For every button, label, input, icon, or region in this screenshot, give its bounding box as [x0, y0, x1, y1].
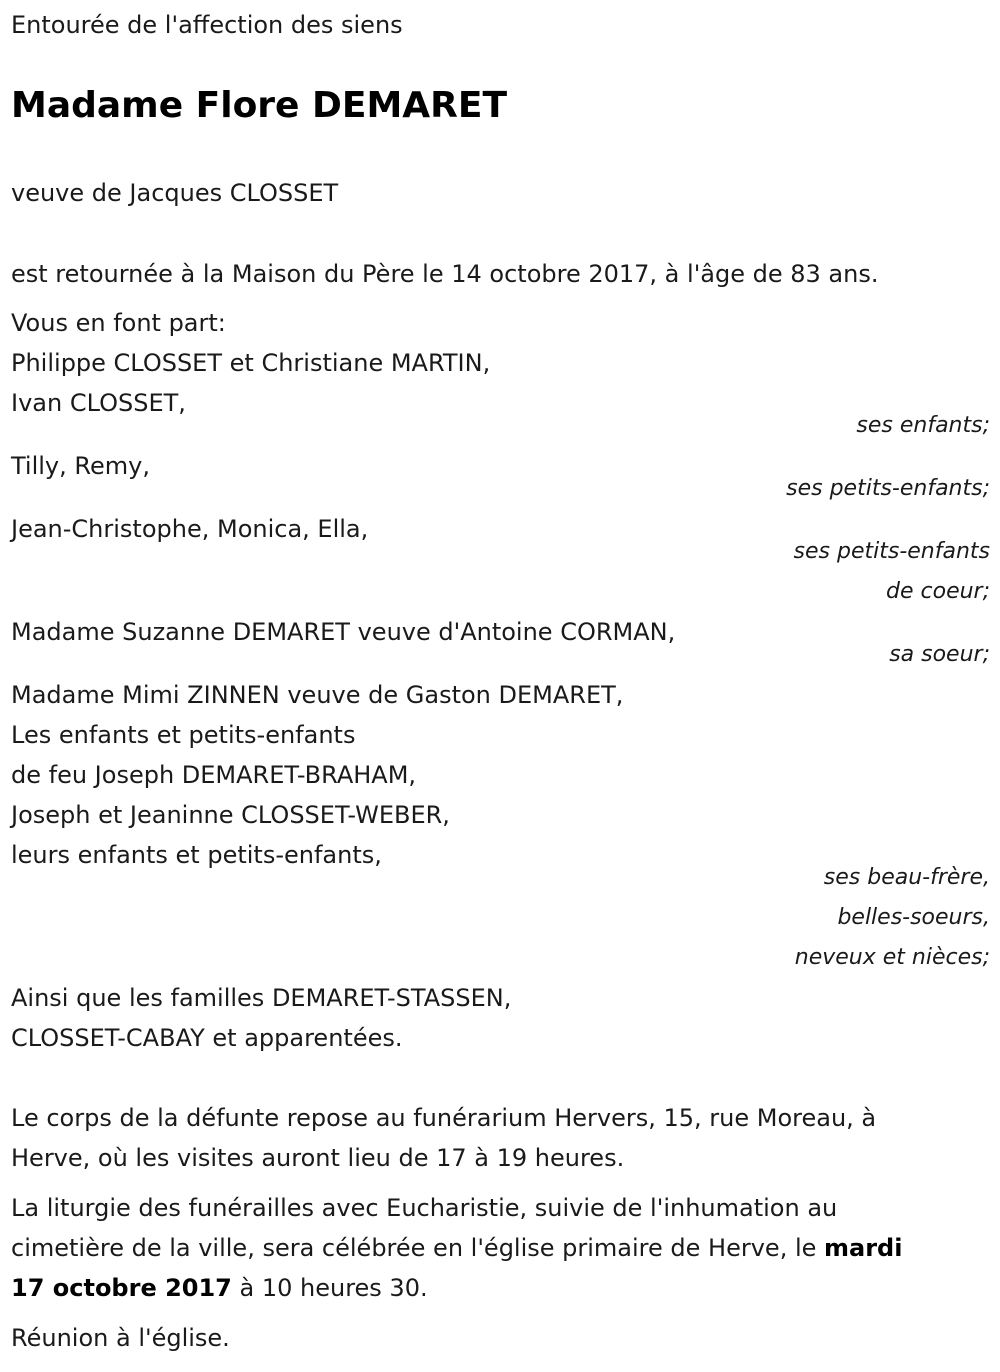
child-2: Ivan CLOSSET,: [11, 389, 186, 417]
rest-line-1: Le corps de la défunte repose au funérarium Hervers, 15, rue Moreau, à: [11, 1104, 877, 1132]
liturgy-line-3: [11, 1268, 428, 1308]
liturgy-line-2-text: cimetière de la ville, sera célébrée en l'église primaire de Herve, le: [11, 1234, 825, 1262]
rest-line-2: Herve, où les visites auront lieu de 17 à 19 heures.: [11, 1144, 625, 1172]
extended-family-1: Ainsi que les familles DEMARET-STASSEN,: [11, 984, 512, 1012]
sister: Madame Suzanne DEMARET veuve d'Antoine CORMAN,: [11, 618, 676, 646]
announcement-text: est retournée à la Maison du Père le 14 octobre 2017, à l'âge de 83 ans.: [11, 260, 879, 288]
in-law-3: de feu Joseph DEMARET-BRAHAM,: [11, 761, 417, 789]
in-laws-role-2: belles-soeurs,: [837, 905, 990, 930]
grandchildren: Tilly, Remy,: [11, 452, 150, 480]
in-laws-role-1: ses beau-frère,: [823, 865, 990, 890]
widow-of-text: veuve de Jacques CLOSSET: [11, 179, 339, 207]
deceased-name: Madame Flore DEMARET: [11, 85, 508, 126]
meeting-text: Réunion à l'église.: [11, 1324, 230, 1352]
liturgy-line-1: La liturgie des funérailles avec Eucharistie, suivie de l'inhumation au: [11, 1194, 838, 1222]
grandchildren-role: ses petits-enfants;: [786, 476, 990, 501]
in-laws-role-3: neveux et nièces;: [794, 945, 990, 970]
in-law-5: leurs enfants et petits-enfants,: [11, 841, 382, 869]
liturgy-line-2: [11, 1228, 902, 1268]
heart-grandchildren-role-2: de coeur;: [886, 579, 990, 604]
child-1: Philippe CLOSSET et Christiane MARTIN,: [11, 349, 491, 377]
heart-grandchildren-role-1: ses petits-enfants: [793, 539, 990, 564]
liturgy-date: 17 octobre 2017: [11, 1274, 232, 1302]
liturgy-day: mardi: [824, 1234, 903, 1262]
heart-grandchildren: Jean-Christophe, Monica, Ella,: [11, 515, 369, 543]
children-role: ses enfants;: [856, 413, 990, 438]
liturgy-time: à 10 heures 30.: [231, 1274, 428, 1302]
in-law-1: Madame Mimi ZINNEN veuve de Gaston DEMARET,: [11, 681, 624, 709]
extended-family-2: CLOSSET-CABAY et apparentées.: [11, 1024, 403, 1052]
in-law-4: Joseph et Jeaninne CLOSSET-WEBER,: [11, 801, 450, 829]
family-intro: Vous en font part:: [11, 309, 226, 337]
in-law-2: Les enfants et petits-enfants: [11, 721, 356, 749]
intro-text: Entourée de l'affection des siens: [11, 11, 403, 39]
sister-role: sa soeur;: [889, 642, 990, 667]
